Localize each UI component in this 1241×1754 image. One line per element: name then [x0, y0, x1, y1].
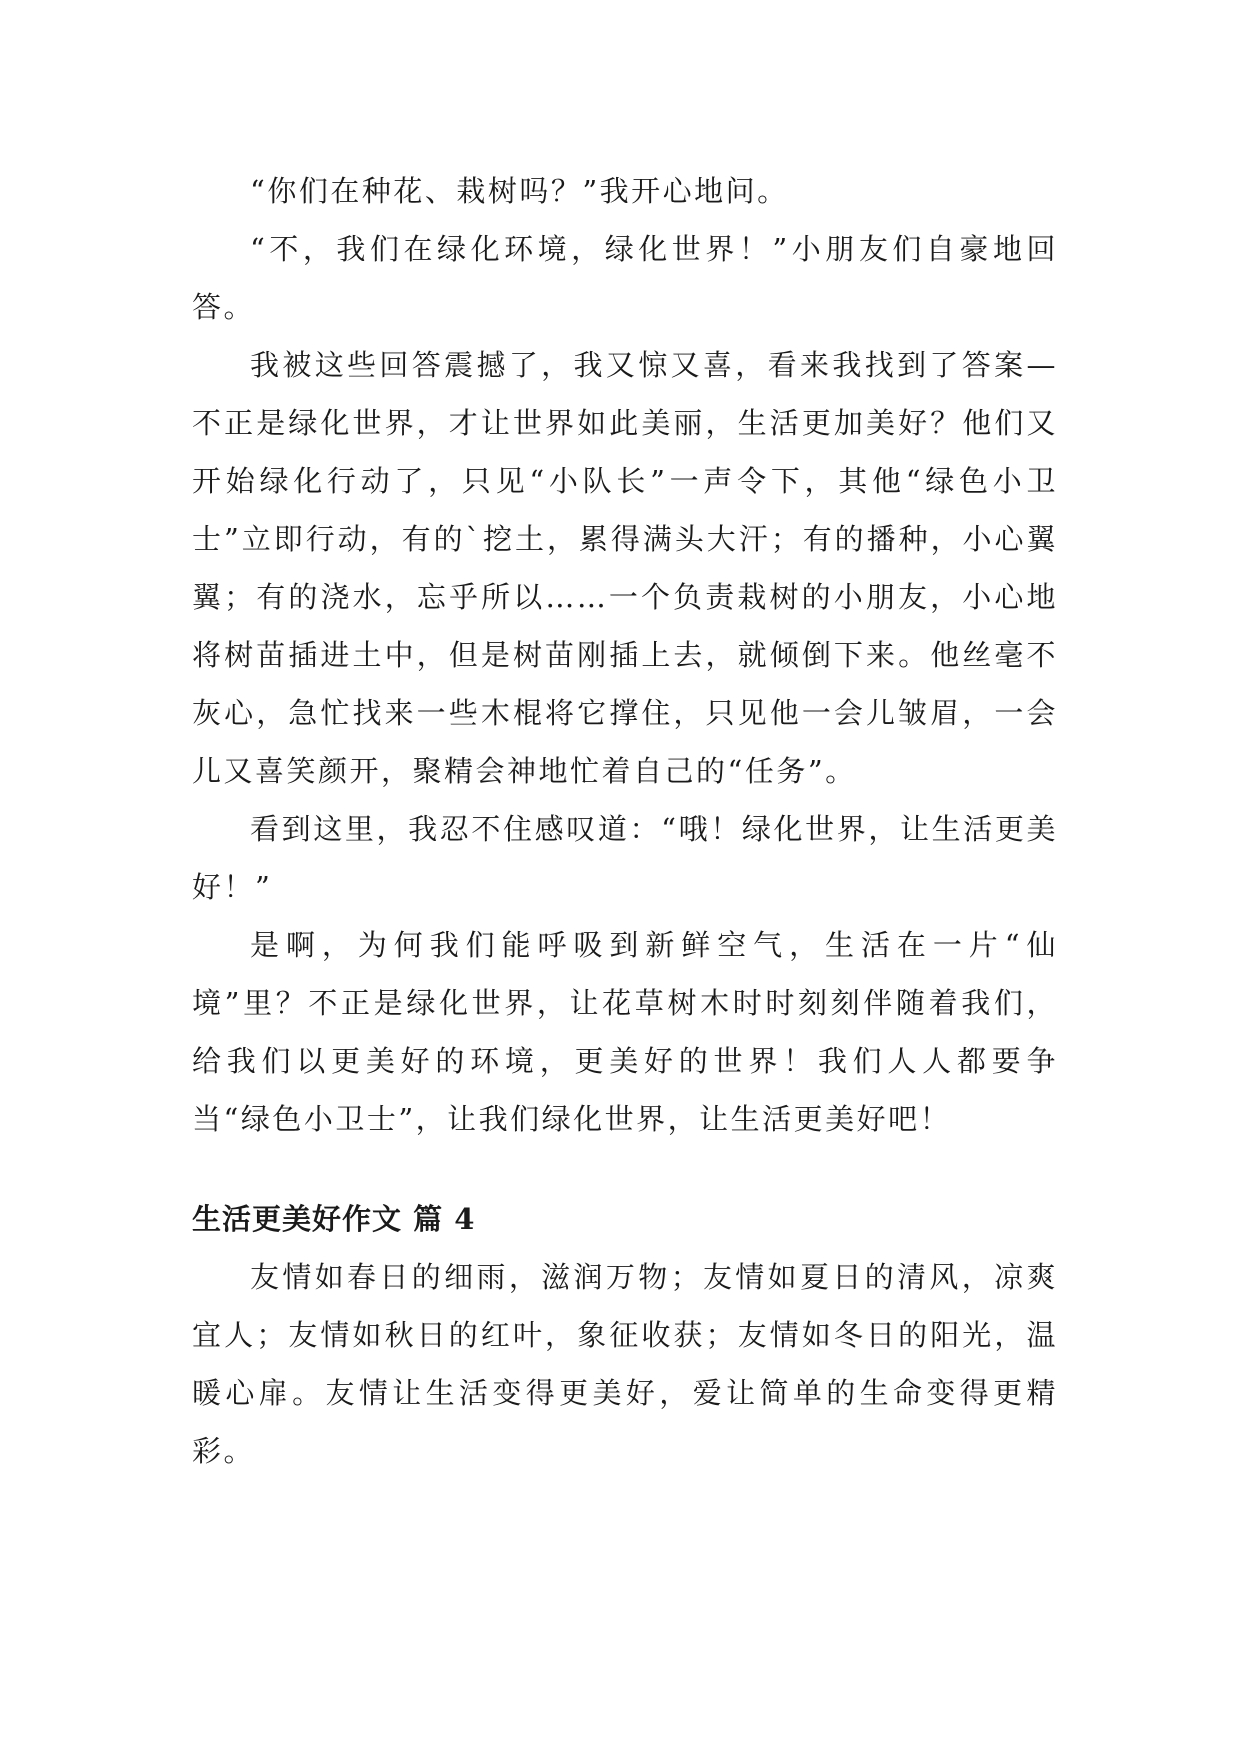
section-heading: 生活更美好作文 篇 4 — [192, 1202, 476, 1236]
paragraph: 友情如春日的细雨，滋润万物；友情如夏日的清风，凉爽宜人；友情如秋日的红叶，象征收获；友情如冬日的阳光，温暖心扉。友情让生活变得更美好，爱让简单的生命变得更精彩。 — [192, 1260, 1058, 1468]
paragraph: 是啊，为何我们能呼吸到新鲜空气，生活在一片“仙境”里？不正是绿化世界，让花草树木时时刻刻伴随着我们，给我们以更美好的环境，更美好的世界！我们人人都要争当“绿色小卫士”，让我们绿化世界，让生活更美好吧！ — [192, 928, 1058, 1136]
paragraph: “你们在种花、栽树吗？”我开心地问。 — [250, 174, 789, 208]
paragraph: 看到这里，我忍不住感叹道：“哦！绿化世界，让生活更美好！” — [192, 812, 1058, 904]
document-body — [192, 162, 1058, 1480]
paragraph: “不，我们在绿化环境，绿化世界！”小朋友们自豪地回答。 — [192, 232, 1058, 324]
paragraph: 我被这些回答震撼了，我又惊又喜，看来我找到了答案—不正是绿化世界，才让世界如此美丽，生活更加美好？他们又开始绿化行动了，只见“小队长”一声令下，其他“绿色小卫士”立即行动，有的`挖土，累得满头大汗；有的播种，小心翼翼；有的浇水，忘乎所以……一个负责栽树的小朋友，小心地将树苗插进土中，但是树苗刚插上去，就倾倒下来。他丝毫不灰心，急忙找来一些木棍将它撑住，只见他一会儿皱眉，一会儿又喜笑颜开，聚精会神地忙着自己的“任务”。 — [192, 348, 1058, 788]
